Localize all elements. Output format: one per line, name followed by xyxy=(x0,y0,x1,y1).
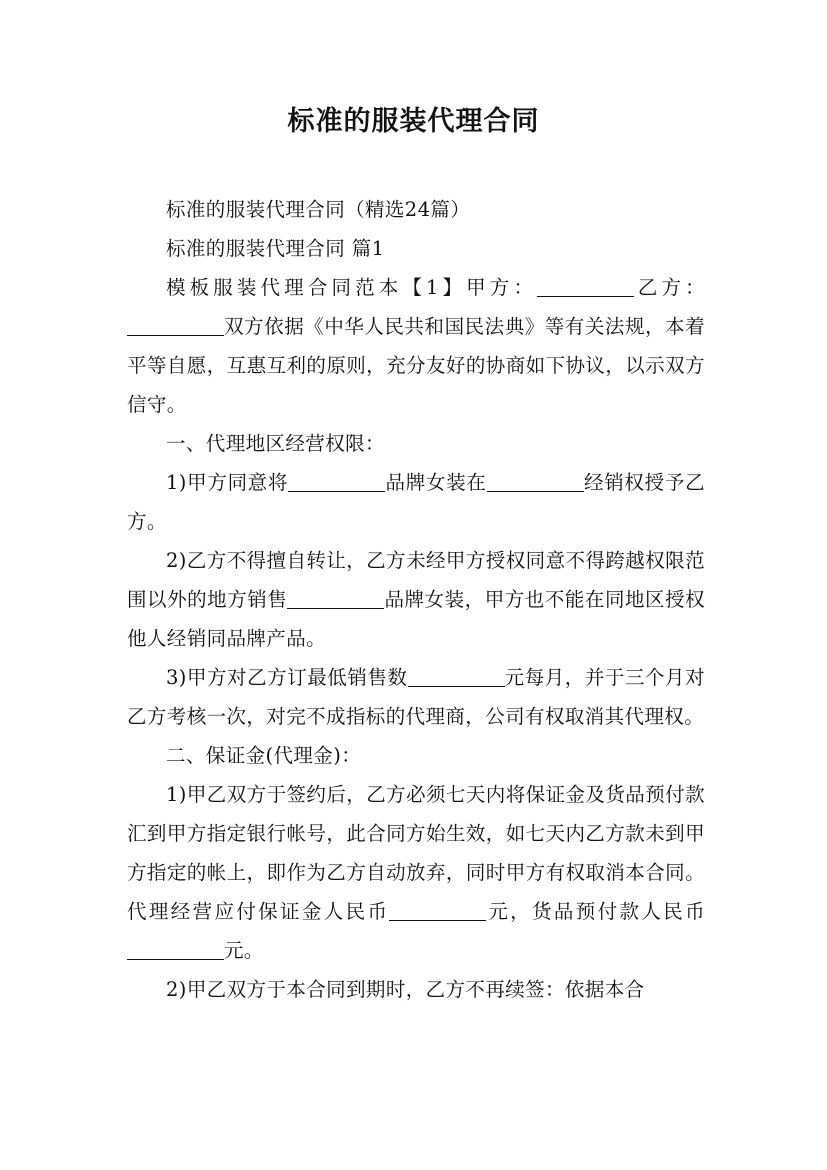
deposit-amount-blank xyxy=(389,901,486,922)
section-heading: 标准的服装代理合同 篇1 xyxy=(166,237,385,260)
clause-1-3-text-2: 元每月，并于三个月对乙方考核一次，对完不成指标的代理商，公司有权取消其代理权。 xyxy=(127,666,705,728)
party-b-blank xyxy=(127,316,224,337)
sales-minimum-blank xyxy=(408,667,505,688)
clause-1-2-text-2: 品牌女装，甲方也不能在同地区授权他人经销同品牌产品。 xyxy=(127,588,706,650)
clause-1-1-text-2: 品牌女装在 xyxy=(385,471,487,494)
document-body xyxy=(127,190,705,1009)
preamble-text-2: 乙方： xyxy=(634,276,706,299)
clause-1-1-text-3: 经销权授予乙方。 xyxy=(127,471,705,533)
region-blank xyxy=(487,472,584,493)
clause-2-1-text-1: 1)甲乙双方于签约后，乙方必须七天内将保证金及货品预付款汇到甲方指定银行帐号，此合同方始生效，如七天内乙方款未到甲方指定的帐上，即作为乙方自动放弃，同时甲方有权取消本合同。代理经营应付保证金人民币 xyxy=(127,783,705,923)
preamble-text-1: 模板服装代理合同范本【1】甲方： xyxy=(166,276,538,299)
clause-2-1-text-3: 元。 xyxy=(224,939,264,962)
brand-blank-2 xyxy=(287,589,384,610)
clause-1-2 xyxy=(127,541,705,658)
heading-territory: 一、代理地区经营权限： xyxy=(166,432,385,455)
clause-2-1-text-2: 元，货品预付款人民币 xyxy=(486,900,705,923)
party-a-blank xyxy=(537,277,634,298)
subtitle-line: 标准的服装代理合同（精选24篇） xyxy=(166,198,471,221)
brand-blank xyxy=(288,472,385,493)
clause-1-1-text-1: 1)甲方同意将 xyxy=(166,471,289,494)
prepayment-amount-blank xyxy=(127,940,224,961)
clause-1-3-text-1: 3)甲方对乙方订最低销售数 xyxy=(166,666,408,689)
paragraph-preamble xyxy=(127,268,705,424)
clause-2-1 xyxy=(127,775,705,970)
document-title: 标准的服装代理合同 xyxy=(287,106,540,137)
heading-deposit: 二、保证金(代理金)： xyxy=(166,744,362,767)
clause-1-3 xyxy=(127,658,705,736)
preamble-text-3: 双方依据《中华人民共和国民法典》等有关法规，本着平等自愿，互惠互利的原则，充分友好的协商如下协议，以示双方信守。 xyxy=(127,315,705,416)
clause-1-2-text-1: 2)乙方不得擅自转让，乙方未经甲方授权同意不得跨越权限范围以外的地方销售 xyxy=(127,549,705,611)
clause-1-1 xyxy=(127,463,705,541)
clause-2-2: 2)甲乙双方于本合同到期时，乙方不再续签：依据本合 xyxy=(166,978,645,1001)
